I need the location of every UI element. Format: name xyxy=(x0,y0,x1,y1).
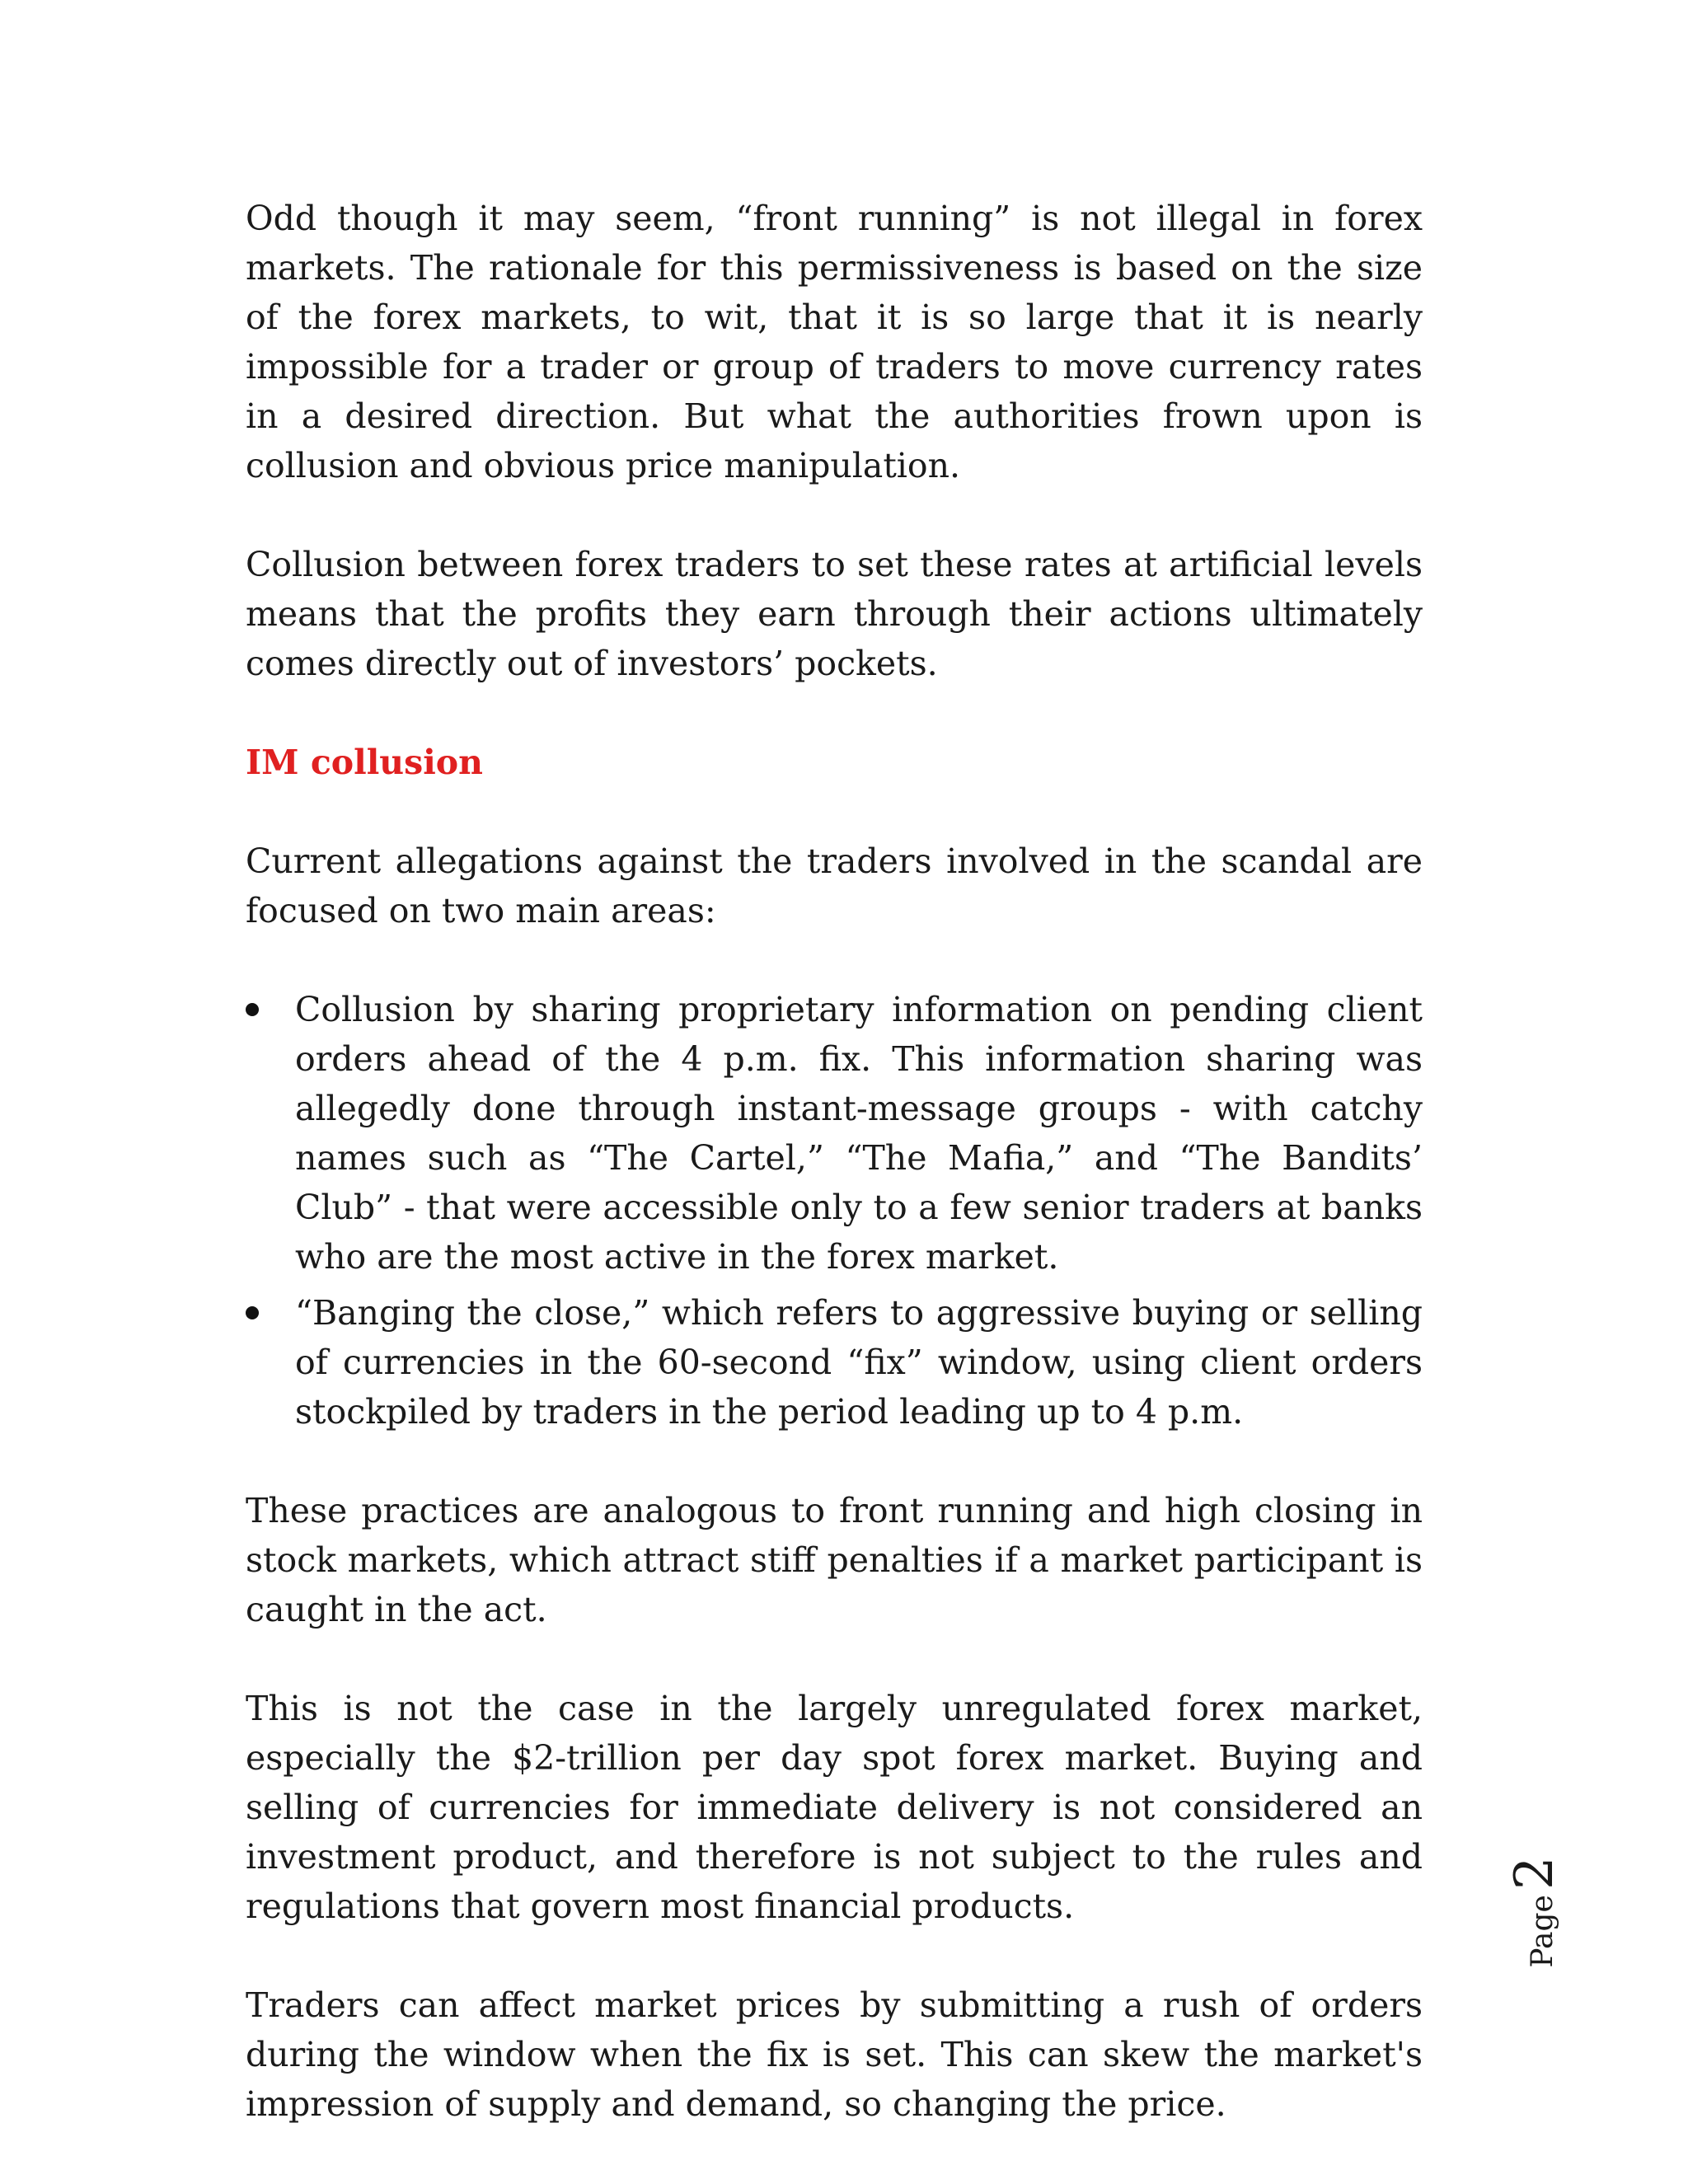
paragraph-analogous-practices: These practices are analogous to front running and high closing in stock markets, which attract stiff penalties if a market participant is caught in the act. xyxy=(246,1491,1423,1629)
list-item-text: “Banging the close,” which refers to aggressive buying or selling of currencies in the 60-second “fix” window, using client orders stockpiled by traders in the period leading up to 4 p.m. xyxy=(295,1293,1423,1432)
paragraph-market-prices: Traders can affect market prices by submitting a rush of orders during the window when the fix is set. This can skew the market's impression of supply and demand, so changing the price. xyxy=(246,1985,1423,2124)
page-body xyxy=(246,194,1423,2178)
section-heading-im-collusion: IM collusion xyxy=(246,743,483,782)
bullet-icon xyxy=(246,1306,259,1319)
list-item xyxy=(246,985,1423,1282)
page-number xyxy=(1504,1856,1636,1968)
paragraph-unregulated-market: This is not the case in the largely unregulated forex market, especially the $2-trillion per day spot forex market. Buying and selling of currencies for immediate delivery is not considered an investment product, and therefore is not subject to the rules and regulations that govern most financial products. xyxy=(246,1689,1423,1926)
page-number-value: 2 xyxy=(1504,1856,1565,1891)
page-word: Page xyxy=(1526,1895,1559,1968)
list-item xyxy=(246,1288,1423,1436)
paragraph-allegations: Current allegations against the traders involved in the scandal are focused on two main areas: xyxy=(246,841,1423,930)
bullet-icon xyxy=(246,1003,259,1016)
paragraph-collusion-profits: Collusion between forex traders to set these rates at artificial levels means that the profits they earn through their actions ultimately comes directly out of investors’ pockets. xyxy=(246,545,1423,683)
allegations-list xyxy=(246,985,1423,1436)
paragraph-front-running: Odd though it may seem, “front running” is not illegal in forex markets. The rationale for this permissiveness is based on the size of the forex markets, to wit, that it is so large that it is nearly impossible for a trader or group of traders to move currency rates in a desired direction. But what the authorities frown upon is collusion and obvious price manipulation. xyxy=(246,199,1423,485)
list-item-text: Collusion by sharing proprietary information on pending client orders ahead of the 4 p.m. fix. This information sharing was allegedly done through instant-message groups - with catchy names such as “The Cartel,” “The Mafia,” and “The Bandits’ Club” - that were accessible only to a few senior traders at banks who are the most active in the forex market. xyxy=(295,990,1423,1277)
